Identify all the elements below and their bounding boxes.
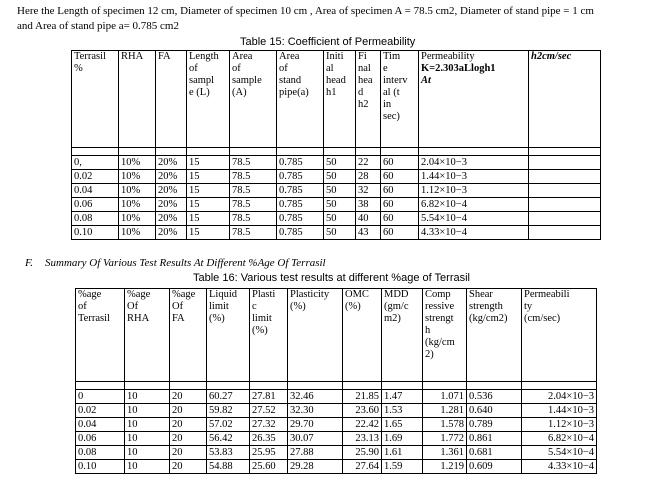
- table-cell: 0.785: [277, 198, 324, 212]
- table-cell: 78.5: [230, 226, 277, 240]
- header-line: Length: [189, 51, 219, 62]
- table-cell: 27.52: [250, 404, 288, 418]
- header-line: 2): [425, 349, 434, 360]
- table-cell: 10%: [119, 226, 156, 240]
- table-16-caption: Table 16: Various test results at different %age of Terrasil: [193, 272, 470, 284]
- table-cell: 27.64: [343, 460, 382, 474]
- table-row: [76, 432, 597, 446]
- column-header: [72, 51, 119, 148]
- section-number: F.: [25, 257, 34, 269]
- column-header: [419, 51, 529, 148]
- table-cell: 50: [324, 226, 356, 240]
- table-cell: 20: [170, 404, 207, 418]
- header-line: sec): [383, 111, 400, 122]
- header-line: OMC: [345, 289, 369, 300]
- table-cell: 60: [381, 226, 419, 240]
- table-cell: 15: [187, 170, 230, 184]
- table-cell: 10%: [119, 184, 156, 198]
- table-row: [72, 184, 601, 198]
- header-line: al (t: [383, 87, 400, 98]
- header-line: (kg/cm: [425, 337, 455, 348]
- permeability-table: [71, 50, 601, 240]
- spacer-cell: [382, 382, 423, 390]
- table-cell: 20: [170, 390, 207, 404]
- table-cell: 10%: [119, 212, 156, 226]
- table-cell: 25.60: [250, 460, 288, 474]
- spacer-cell: [343, 382, 382, 390]
- table-cell: 43: [356, 226, 381, 240]
- table-row: [76, 446, 597, 460]
- table-cell: 30.07: [288, 432, 343, 446]
- table-cell: 20: [170, 460, 207, 474]
- table-cell: 54.88: [207, 460, 250, 474]
- header-line: ressive: [425, 301, 455, 312]
- table-cell: 32: [356, 184, 381, 198]
- header-line: Area: [279, 51, 300, 62]
- header-line: strength: [469, 301, 503, 312]
- spacer-row: [72, 148, 601, 156]
- header-line: FA: [172, 313, 185, 324]
- table-cell: 0.04: [72, 184, 119, 198]
- table-cell: 0.536: [467, 390, 522, 404]
- table-row: [76, 460, 597, 474]
- header-line: e: [383, 63, 388, 74]
- header-line: in: [383, 99, 392, 110]
- table-cell: 0,: [72, 156, 119, 170]
- header-line: Shear: [469, 289, 493, 300]
- table-cell: 20: [170, 432, 207, 446]
- table-row: [76, 404, 597, 418]
- column-header: [230, 51, 277, 148]
- header-line: Terrasil: [78, 313, 110, 324]
- table-cell: 20%: [156, 198, 187, 212]
- table-cell: 29.70: [288, 418, 343, 432]
- spacer-cell: [207, 382, 250, 390]
- table-cell: 0.06: [76, 432, 125, 446]
- header-line: of: [232, 63, 241, 74]
- table-cell: [529, 156, 601, 170]
- table-cell: 1.12×10−3: [522, 418, 597, 432]
- table-cell: 0.785: [277, 170, 324, 184]
- table-cell: 20%: [156, 212, 187, 226]
- table-cell: [529, 198, 601, 212]
- header-line: Of: [172, 301, 184, 312]
- table-cell: 20%: [156, 156, 187, 170]
- table-cell: 78.5: [230, 212, 277, 226]
- column-header: [170, 289, 207, 382]
- table-cell: 10: [125, 404, 170, 418]
- table-cell: 0.10: [72, 226, 119, 240]
- table-cell: 50: [324, 184, 356, 198]
- column-header: [277, 51, 324, 148]
- header-line: head: [326, 75, 346, 86]
- table-cell: 10: [125, 432, 170, 446]
- header-line: al: [326, 63, 334, 74]
- table-cell: 20: [170, 418, 207, 432]
- header-line: Initi: [326, 51, 344, 62]
- header-line: limit: [209, 301, 229, 312]
- header-line: RHA: [127, 313, 150, 324]
- spacer-cell: [288, 382, 343, 390]
- section-title: Summary Of Various Test Results At Different %Age Of Terrasil: [45, 257, 326, 269]
- header-line: Tim: [383, 51, 401, 62]
- spacer-cell: [324, 148, 356, 156]
- table-cell: 0.06: [72, 198, 119, 212]
- spacer-cell: [72, 148, 119, 156]
- table-cell: 25.95: [250, 446, 288, 460]
- column-header: [187, 51, 230, 148]
- table-cell: 20: [170, 446, 207, 460]
- header-line: K=2.303aLlogh1: [421, 63, 496, 74]
- header-line: Area: [232, 51, 253, 62]
- spacer-cell: [187, 148, 230, 156]
- table-row: [72, 170, 601, 184]
- table-cell: 1.69: [382, 432, 423, 446]
- spacer-cell: [423, 382, 467, 390]
- table-cell: 0.04: [76, 418, 125, 432]
- header-line: %age: [127, 289, 151, 300]
- table-cell: 0.785: [277, 184, 324, 198]
- table-cell: 0.02: [72, 170, 119, 184]
- table-cell: 27.32: [250, 418, 288, 432]
- header-line: interv: [383, 75, 408, 86]
- header-line: (%): [290, 301, 306, 312]
- table-cell: 60: [381, 156, 419, 170]
- table-cell: 0.681: [467, 446, 522, 460]
- table-cell: 60.27: [207, 390, 250, 404]
- header-line: Comp: [425, 289, 451, 300]
- table-cell: 50: [324, 170, 356, 184]
- table-cell: 60: [381, 170, 419, 184]
- table-row: [72, 212, 601, 226]
- table-cell: 60: [381, 198, 419, 212]
- column-header: [207, 289, 250, 382]
- header-line: of: [78, 301, 87, 312]
- table-cell: 1.772: [423, 432, 467, 446]
- table-cell: 50: [324, 156, 356, 170]
- spacer-cell: [230, 148, 277, 156]
- table-cell: 10: [125, 460, 170, 474]
- table-cell: 78.5: [230, 184, 277, 198]
- column-header: [288, 289, 343, 382]
- header-line: hea: [358, 75, 373, 86]
- table-cell: 1.59: [382, 460, 423, 474]
- spacer-cell: [156, 148, 187, 156]
- table-cell: 2.04×10−3: [522, 390, 597, 404]
- column-header: [156, 51, 187, 148]
- table-cell: 1.61: [382, 446, 423, 460]
- table-cell: 1.578: [423, 418, 467, 432]
- spacer-cell: [467, 382, 522, 390]
- table-cell: 1.44×10−3: [419, 170, 529, 184]
- table-cell: 0.02: [76, 404, 125, 418]
- header-line: stand: [279, 75, 302, 86]
- table-cell: 23.13: [343, 432, 382, 446]
- table-cell: 0: [76, 390, 125, 404]
- table-cell: 5.54×10−4: [522, 446, 597, 460]
- column-header: [356, 51, 381, 148]
- spacer-cell: [76, 382, 125, 390]
- spacer-cell: [119, 148, 156, 156]
- table-cell: 10%: [119, 156, 156, 170]
- header-line: (%): [209, 313, 225, 324]
- table-cell: 1.44×10−3: [522, 404, 597, 418]
- header-line: of: [189, 63, 198, 74]
- table-cell: 32.30: [288, 404, 343, 418]
- header-line: m2): [384, 313, 401, 324]
- table-15-caption: Table 15: Coefficient of Permeability: [240, 36, 416, 48]
- header-line: h1: [326, 87, 337, 98]
- spacer-cell: [419, 148, 529, 156]
- table-row: [72, 156, 601, 170]
- table-cell: 38: [356, 198, 381, 212]
- table-cell: 29.28: [288, 460, 343, 474]
- table-cell: 25.90: [343, 446, 382, 460]
- column-header: [324, 51, 356, 148]
- spacer-cell: [125, 382, 170, 390]
- table-cell: 10: [125, 418, 170, 432]
- table-cell: 15: [187, 184, 230, 198]
- header-line: e (L): [189, 87, 210, 98]
- table-cell: 1.12×10−3: [419, 184, 529, 198]
- header-line: (cm/sec): [524, 313, 561, 324]
- header-line: Terrasil: [74, 51, 106, 62]
- table-cell: 0.789: [467, 418, 522, 432]
- test-results-table: [75, 288, 597, 474]
- table-cell: 27.88: [288, 446, 343, 460]
- table-cell: 59.82: [207, 404, 250, 418]
- table-cell: 23.60: [343, 404, 382, 418]
- table-cell: 0.640: [467, 404, 522, 418]
- header-line: Liquid: [209, 289, 237, 300]
- table-cell: [529, 212, 601, 226]
- header-line: Fi: [358, 51, 367, 62]
- header-line: Of: [127, 301, 139, 312]
- header-line: h2cm/sec: [531, 51, 572, 62]
- header-row: [76, 289, 597, 382]
- column-header: [125, 289, 170, 382]
- header-line: of: [279, 63, 288, 74]
- header-line: nal: [358, 63, 371, 74]
- header-line: %age: [172, 289, 196, 300]
- table-cell: 1.53: [382, 404, 423, 418]
- table-cell: 1.361: [423, 446, 467, 460]
- spacer-row: [76, 382, 597, 390]
- header-line: Permeabili: [524, 289, 570, 300]
- table-cell: 50: [324, 212, 356, 226]
- intro-line-2: and Area of stand pipe a= 0.785 cm2: [17, 20, 179, 32]
- table-cell: 6.82×10−4: [522, 432, 597, 446]
- column-header: [529, 51, 601, 148]
- table-cell: 4.33×10−4: [419, 226, 529, 240]
- table-cell: 0.08: [76, 446, 125, 460]
- table-row: [76, 418, 597, 432]
- table-row: [76, 390, 597, 404]
- table-cell: 0.785: [277, 156, 324, 170]
- column-header: [343, 289, 382, 382]
- table-cell: 10: [125, 446, 170, 460]
- table-cell: 15: [187, 212, 230, 226]
- header-line: (A): [232, 87, 247, 98]
- section-heading: [25, 257, 326, 269]
- table-cell: 22: [356, 156, 381, 170]
- header-line: d: [358, 87, 364, 98]
- table-cell: 40: [356, 212, 381, 226]
- spacer-cell: [381, 148, 419, 156]
- table-cell: 50: [324, 198, 356, 212]
- table-cell: [529, 184, 601, 198]
- header-line: %: [74, 63, 83, 74]
- table-row: [72, 226, 601, 240]
- spacer-cell: [522, 382, 597, 390]
- column-header: [76, 289, 125, 382]
- header-line: Plasticity: [290, 289, 330, 300]
- table-cell: 1.65: [382, 418, 423, 432]
- table-cell: 10: [125, 390, 170, 404]
- header-line: sampl: [189, 75, 215, 86]
- header-line: Permeability: [421, 51, 475, 62]
- spacer-cell: [250, 382, 288, 390]
- table-cell: 15: [187, 226, 230, 240]
- header-line: (%): [345, 301, 361, 312]
- table-cell: 57.02: [207, 418, 250, 432]
- table-cell: 78.5: [230, 156, 277, 170]
- table-cell: 1.47: [382, 390, 423, 404]
- column-header: [382, 289, 423, 382]
- table-cell: 0.785: [277, 226, 324, 240]
- header-line: sample: [232, 75, 262, 86]
- table-cell: 22.42: [343, 418, 382, 432]
- table-cell: 27.81: [250, 390, 288, 404]
- table-cell: 0.861: [467, 432, 522, 446]
- spacer-cell: [529, 148, 601, 156]
- column-header: [250, 289, 288, 382]
- table-cell: 1.281: [423, 404, 467, 418]
- table-cell: 32.46: [288, 390, 343, 404]
- column-header: [119, 51, 156, 148]
- table-cell: 1.071: [423, 390, 467, 404]
- header-line: h2: [358, 99, 369, 110]
- header-line: (%): [252, 325, 268, 336]
- table-cell: 26.35: [250, 432, 288, 446]
- table-cell: 0.609: [467, 460, 522, 474]
- table-cell: 0.10: [76, 460, 125, 474]
- table-cell: 28: [356, 170, 381, 184]
- header-row: [72, 51, 601, 148]
- column-header: [381, 51, 419, 148]
- table-cell: 56.42: [207, 432, 250, 446]
- table-cell: 0.785: [277, 212, 324, 226]
- header-line: ty: [524, 301, 533, 312]
- table-cell: 60: [381, 184, 419, 198]
- spacer-cell: [170, 382, 207, 390]
- header-line: limit: [252, 313, 272, 324]
- table-cell: 2.04×10−3: [419, 156, 529, 170]
- table-cell: 15: [187, 198, 230, 212]
- table-cell: 53.83: [207, 446, 250, 460]
- table-cell: 4.33×10−4: [522, 460, 597, 474]
- header-line: MDD: [384, 289, 409, 300]
- column-header: [467, 289, 522, 382]
- table-cell: 10%: [119, 198, 156, 212]
- header-line: strengt: [425, 313, 454, 324]
- header-line: %age: [78, 289, 102, 300]
- table-cell: 20%: [156, 170, 187, 184]
- spacer-cell: [356, 148, 381, 156]
- header-line: At: [421, 75, 431, 86]
- table-cell: 20%: [156, 226, 187, 240]
- header-line: (gm/c: [384, 301, 409, 312]
- table-cell: 78.5: [230, 198, 277, 212]
- table-cell: 20%: [156, 184, 187, 198]
- table-cell: 78.5: [230, 170, 277, 184]
- header-line: h: [425, 325, 431, 336]
- table-cell: 21.85: [343, 390, 382, 404]
- table-cell: 10%: [119, 170, 156, 184]
- header-line: RHA: [121, 51, 144, 62]
- intro-line-1: Here the Length of specimen 12 cm, Diameter of specimen 10 cm , Area of specimen A = 78.5 cm2, Diameter of stand pipe = 1 cm: [17, 5, 594, 17]
- table-cell: 60: [381, 212, 419, 226]
- header-line: FA: [158, 51, 171, 62]
- table-cell: [529, 226, 601, 240]
- header-line: (kg/cm2): [469, 313, 508, 324]
- table-cell: 5.54×10−4: [419, 212, 529, 226]
- header-line: c: [252, 301, 257, 312]
- header-line: Plasti: [252, 289, 276, 300]
- column-header: [522, 289, 597, 382]
- table-cell: 6.82×10−4: [419, 198, 529, 212]
- table-cell: 15: [187, 156, 230, 170]
- column-header: [423, 289, 467, 382]
- spacer-cell: [277, 148, 324, 156]
- table-cell: 0.08: [72, 212, 119, 226]
- intro-text: [17, 4, 647, 34]
- table-cell: [529, 170, 601, 184]
- table-row: [72, 198, 601, 212]
- header-line: pipe(a): [279, 87, 309, 98]
- table-cell: 1.219: [423, 460, 467, 474]
